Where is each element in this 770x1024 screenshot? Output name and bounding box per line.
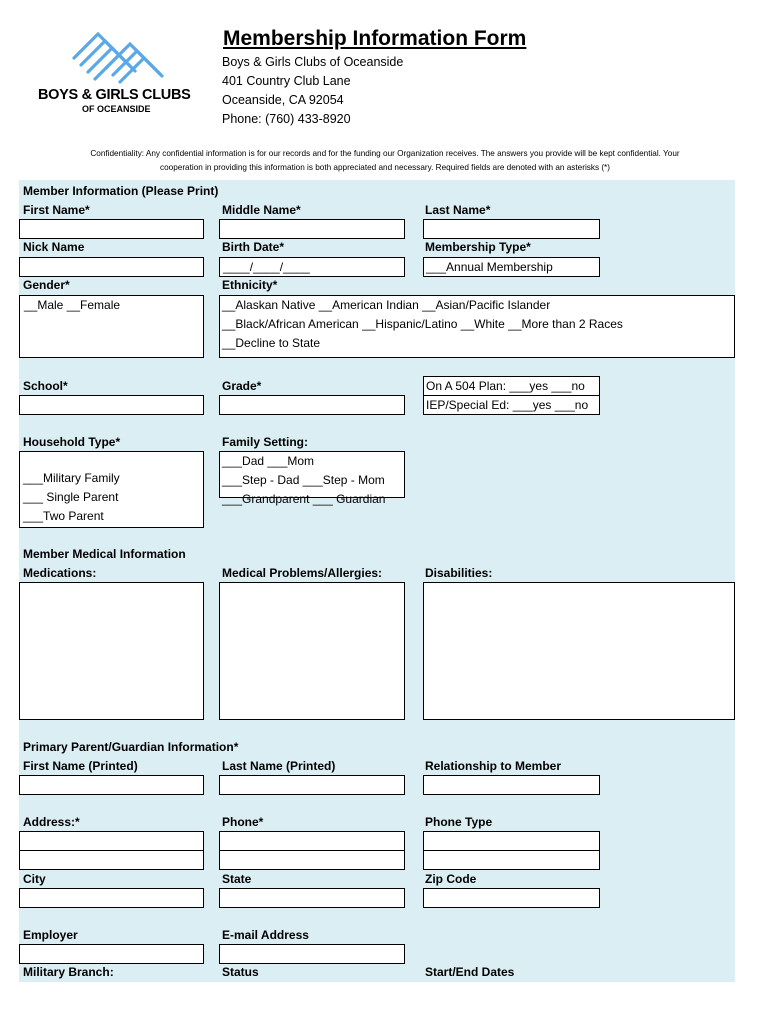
zip-code-label: Zip Code [425,872,477,886]
membership-type-input[interactable]: ___Annual Membership [423,257,600,277]
family-option-other: ___Grandparent ___ Guardian [222,492,386,506]
last-name-label: Last Name* [425,203,491,217]
phone-type-input-1[interactable] [423,831,600,851]
employer-input[interactable] [19,944,204,964]
org-street: 401 Country Club Lane [222,74,351,88]
membership-type-label: Membership Type* [425,240,531,254]
medical-problems-input[interactable] [219,582,405,720]
grade-input[interactable] [219,395,405,415]
medications-label: Medications: [23,566,97,580]
gender-box[interactable] [19,295,204,358]
relationship-label: Relationship to Member [425,759,562,773]
nick-name-input[interactable] [19,257,204,277]
disabilities-label: Disabilities: [425,566,493,580]
birth-date-input[interactable]: ____/____/____ [219,257,405,277]
family-option-step: ___Step - Dad ___Step - Mom [222,473,385,487]
household-option-single: ___ Single Parent [23,490,119,504]
last-name-input[interactable] [423,219,600,239]
phone-label: Phone* [222,815,264,829]
first-name-input[interactable] [19,219,204,239]
gender-label: Gender* [23,278,70,292]
email-input[interactable] [219,944,405,964]
first-name-label: First Name* [23,203,90,217]
ethnicity-options-3: __Decline to State [222,336,321,350]
guardian-section-heading: Primary Parent/Guardian Information* [23,740,239,754]
household-type-box[interactable] [19,451,204,528]
household-option-two: ___Two Parent [23,509,104,523]
guardian-first-name-input[interactable] [19,775,204,795]
relationship-input[interactable] [423,775,600,795]
grade-label: Grade* [222,379,262,393]
logo-subtitle: OF OCEANSIDE [82,104,151,114]
family-setting-label: Family Setting: [222,435,309,449]
gender-options: __Male __Female [24,298,121,312]
member-section-heading: Member Information (Please Print) [23,184,219,198]
iep-box[interactable]: IEP/Special Ed: ___yes ___no [423,395,600,415]
address-input-1[interactable] [19,831,204,851]
confidentiality-line-1: Confidentiality: Any confidential information is for our records and for the funding our Organization receives. The answers you provide will be kept confidential. Your [90,149,680,158]
plan-504-box[interactable]: On A 504 Plan: ___yes ___no [423,376,600,396]
confidentiality-line-2: cooperation in providing this information is both appreciated and necessary. Required fields are denoted with an asterisks (*) [160,163,610,172]
club-logo [36,28,211,116]
employer-label: Employer [23,928,78,942]
org-city: Oceanside, CA 92054 [222,93,344,107]
military-branch-label: Military Branch: [23,965,114,979]
email-label: E-mail Address [222,928,309,942]
household-type-label: Household Type* [23,435,121,449]
start-end-dates-label: Start/End Dates [425,965,515,979]
nick-name-label: Nick Name [23,240,85,254]
household-option-military: ___Military Family [23,471,120,485]
address-input-2[interactable] [19,850,204,870]
phone-input-2[interactable] [219,850,405,870]
guardian-last-name-label: Last Name (Printed) [222,759,336,773]
medical-problems-label: Medical Problems/Allergies: [222,566,383,580]
disabilities-input[interactable] [423,582,735,720]
page-title: Membership Information Form [223,27,527,50]
ethnicity-options-1: __Alaskan Native __American Indian __Asian/Pacific Islander [222,298,551,312]
ethnicity-options-2: __Black/African American __Hispanic/Latino __White __More than 2 Races [222,317,623,331]
org-phone: Phone: (760) 433-8920 [222,112,351,126]
family-setting-box[interactable] [219,451,405,506]
city-input[interactable] [19,888,204,908]
middle-name-label: Middle Name* [222,203,301,217]
ethnicity-box[interactable] [219,295,735,358]
zip-code-input[interactable] [423,888,600,908]
city-label: City [23,872,46,886]
guardian-first-name-label: First Name (Printed) [23,759,138,773]
logo-title: BOYS & GIRLS CLUBS [38,87,191,103]
phone-type-input-2[interactable] [423,850,600,870]
birth-date-label: Birth Date* [222,240,285,254]
ethnicity-label: Ethnicity* [222,278,278,292]
medical-section-heading: Member Medical Information [23,547,186,561]
state-label: State [222,872,252,886]
state-input[interactable] [219,888,405,908]
address-label: Address:* [23,815,80,829]
phone-type-label: Phone Type [425,815,493,829]
family-option-parents: ___Dad ___Mom [222,454,315,468]
org-name: Boys & Girls Clubs of Oceanside [222,55,404,69]
phone-input-1[interactable] [219,831,405,851]
middle-name-input[interactable] [219,219,405,239]
confidentiality-note [20,147,750,175]
school-label: School* [23,379,68,393]
guardian-last-name-input[interactable] [219,775,405,795]
status-label: Status [222,965,259,979]
school-input[interactable] [19,395,204,415]
medications-input[interactable] [19,582,204,720]
